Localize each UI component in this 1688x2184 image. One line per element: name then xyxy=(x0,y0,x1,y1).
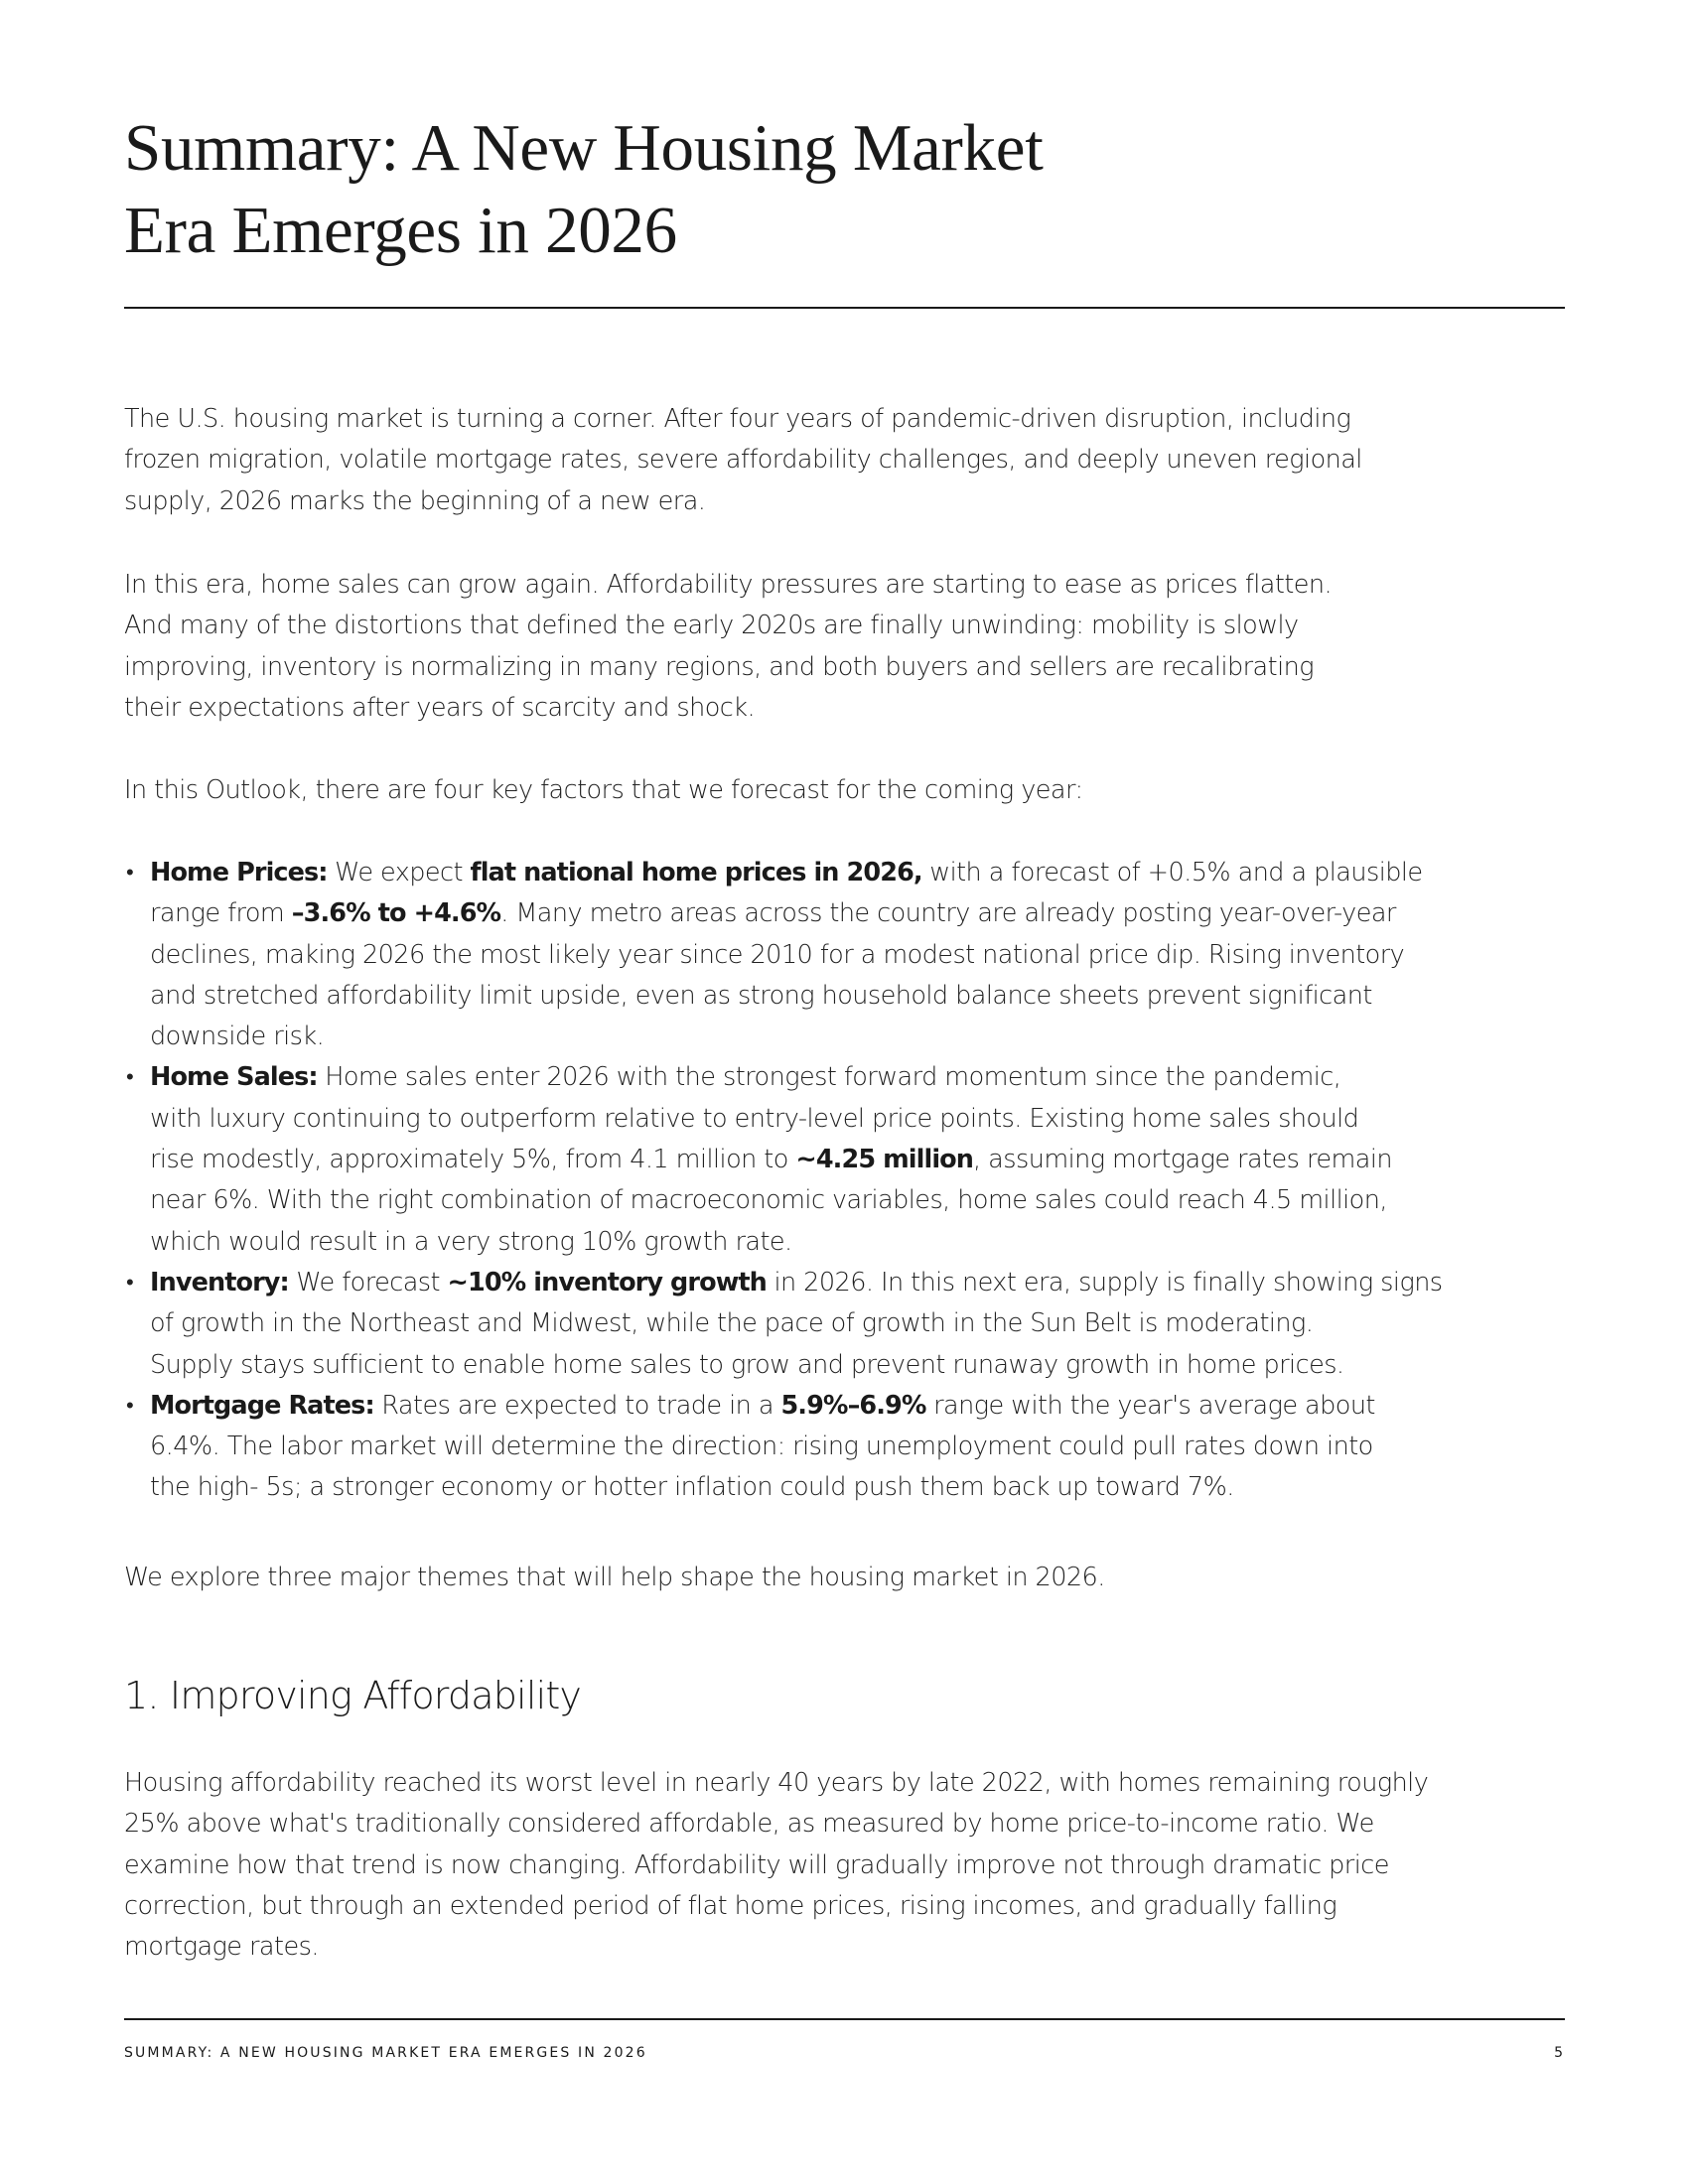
intro-paragraph-1 xyxy=(124,399,1574,522)
text-line: mortgage rates. xyxy=(124,1932,319,1963)
page-title-line-1: Summary: A New Housing Market xyxy=(124,111,1044,185)
title-divider xyxy=(124,307,1565,309)
page-number: 5 xyxy=(1554,2045,1563,2061)
text-line: near 6%. With the right combination of macroeconomic variables, home sales could reach 4.5 million, xyxy=(150,1185,1387,1216)
bullet-icon: • xyxy=(126,1065,134,1091)
key-factors-list xyxy=(124,853,1574,1509)
text-run: . Many metro areas across the country are already posting year-over-year xyxy=(500,898,1396,929)
factor-home-sales xyxy=(124,1057,1574,1262)
text-line: supply, 2026 marks the beginning of a new era. xyxy=(124,485,706,516)
intro-paragraph-2 xyxy=(124,565,1574,729)
text-line: declines, making 2026 the most likely year since 2010 for a modest national price dip. Rising inventory xyxy=(150,939,1405,970)
emphasis-text: 5.9%–6.9% xyxy=(780,1390,926,1421)
text-line: Housing affordability reached its worst level in nearly 40 years by late 2022, with homes remaining roughly xyxy=(124,1768,1429,1798)
text-line: 6.4%. The labor market will determine the direction: rising unemployment could pull rates down into xyxy=(150,1432,1373,1462)
text-run: range with the year's average about xyxy=(925,1390,1375,1421)
text-line: The U.S. housing market is turning a corner. After four years of pandemic-driven disruption, including xyxy=(124,404,1351,434)
factor-label: Inventory: xyxy=(150,1267,289,1297)
text-line: and stretched affordability limit upside, even as strong household balance sheets prevent significant xyxy=(150,980,1372,1011)
text-run: with a forecast of +0.5% and a plausible xyxy=(921,858,1423,887)
text-line: their expectations after years of scarcity and shock. xyxy=(124,692,756,723)
text-line: 25% above what's traditionally considered affordable, as measured by home price-to-income ratio. We xyxy=(124,1809,1374,1840)
text-line: examine how that trend is now changing. Affordability will gradually improve not through dramatic price xyxy=(124,1849,1389,1880)
text-run: Home sales enter 2026 with the strongest forward momentum since the pandemic, xyxy=(317,1062,1341,1093)
text-run: rise modestly, approximately 5%, from 4.1 million to xyxy=(150,1145,796,1175)
bullet-icon: • xyxy=(126,1270,134,1296)
text-run: in 2026. In this next era, supply is finally showing signs xyxy=(766,1267,1443,1297)
text-line: And many of the distortions that defined the early 2020s are finally unwinding: mobility is slowly xyxy=(124,611,1299,641)
factor-home-prices xyxy=(124,853,1574,1057)
emphasis-text: flat national home prices in 2026, xyxy=(470,858,922,887)
text-run: Rates are expected to trade in a xyxy=(373,1390,781,1421)
page-title-line-2: Era Emerges in 2026 xyxy=(124,194,677,267)
text-line: with luxury continuing to outperform relative to entry-level price points. Existing home sales should xyxy=(150,1103,1359,1134)
text-line: correction, but through an extended period of flat home prices, rising incomes, and gradually falling xyxy=(124,1890,1337,1921)
text-line: of growth in the Northeast and Midwest, while the pace of growth in the Sun Belt is moderating. xyxy=(150,1308,1314,1339)
emphasis-text: –3.6% to +4.6% xyxy=(291,898,501,929)
text-run: We forecast xyxy=(288,1267,448,1297)
section-1-paragraph xyxy=(124,1763,1574,1968)
page-title xyxy=(124,107,1044,272)
emphasis-text: ~10% inventory growth xyxy=(447,1267,767,1297)
text-run: range from xyxy=(150,898,292,929)
text-line: We explore three major themes that will help shape the housing market in 2026. xyxy=(124,1563,1105,1592)
text-run: , assuming mortgage rates remain xyxy=(973,1145,1392,1175)
factor-inventory xyxy=(124,1263,1574,1386)
factor-label: Home Prices: xyxy=(150,858,328,887)
section-heading-improving-affordability: 1. Improving Affordability xyxy=(124,1674,582,1717)
text-line: frozen migration, volatile mortgage rates, severe affordability challenges, and deeply uneven regional xyxy=(124,445,1362,476)
text-run: We expect xyxy=(327,858,471,887)
emphasis-text: ~4.25 million xyxy=(795,1145,974,1175)
text-line: Supply stays sufficient to enable home sales to grow and prevent runaway growth in home prices. xyxy=(150,1349,1344,1380)
running-footer: SUMMARY: A NEW HOUSING MARKET ERA EMERGES IN 2026 xyxy=(124,2045,647,2061)
intro-paragraph-3 xyxy=(124,770,1574,811)
factor-label: Home Sales: xyxy=(150,1062,318,1093)
footer-divider xyxy=(124,2018,1565,2020)
factor-label: Mortgage Rates: xyxy=(150,1390,374,1421)
text-line: In this era, home sales can grow again. Affordability pressures are starting to ease as prices flatten. xyxy=(124,570,1333,600)
text-line: improving, inventory is normalizing in many regions, and both buyers and sellers are recalibrating xyxy=(124,651,1314,682)
bullet-icon: • xyxy=(126,1393,134,1419)
text-line: the high- 5s; a stronger economy or hotter inflation could push them back up toward 7%. xyxy=(150,1472,1234,1503)
themes-intro-paragraph xyxy=(124,1558,1574,1598)
text-line: In this Outlook, there are four key factors that we forecast for the coming year: xyxy=(124,775,1083,805)
text-line: downside risk. xyxy=(150,1022,325,1052)
factor-mortgage-rates xyxy=(124,1386,1574,1509)
text-line: which would result in a very strong 10% growth rate. xyxy=(150,1226,792,1257)
document-page xyxy=(124,0,1565,2184)
bullet-icon: • xyxy=(126,861,134,886)
